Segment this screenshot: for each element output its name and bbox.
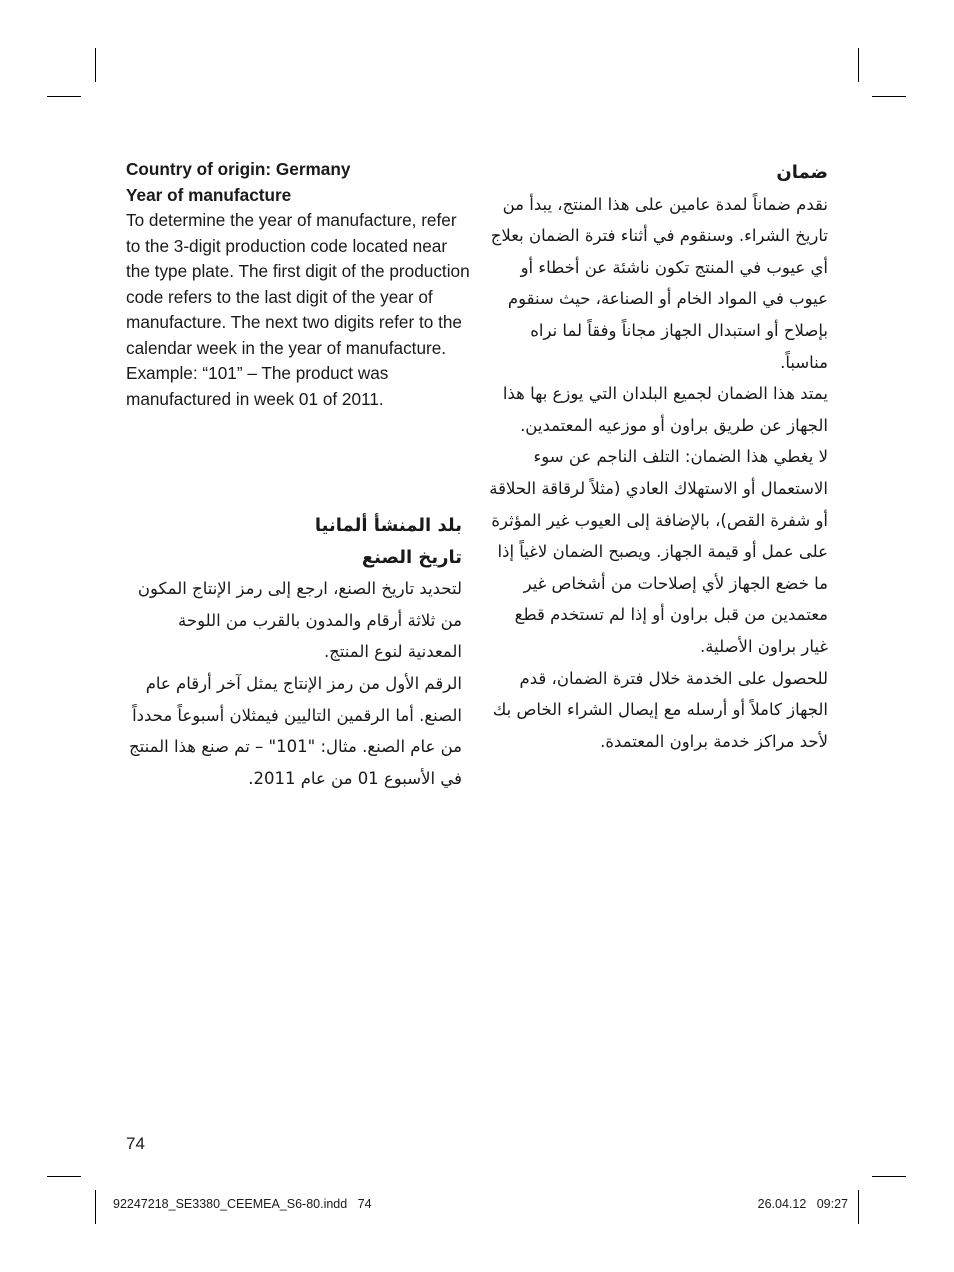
print-slug-file: 92247218_SE3380_CEEMEA_S6-80.indd 74 — [113, 1197, 372, 1211]
crop-mark-bottom-left-vertical — [95, 1190, 96, 1224]
english-origin-section — [126, 157, 471, 412]
arabic-origin-paragraph-2: الرقم الأول من رمز الإنتاج يمثل آخر أرقام عام الصنع. أما الرقمين التاليين فيمثلان أسبوعاً محدداً من عام الصنع. مثال: "101" – تم صنع هذا المنتج في الأسبوع 01 من عام 2011. — [129, 673, 462, 788]
arabic-guarantee-paragraph-3: لا يغطي هذا الضمان: التلف الناجم عن سوء الاستعمال أو الاستهلاك العادي (مثلاً لرقاقة الحلاقة أو شفرة القص)، بالإضافة إلى العيوب غير المؤثرة على عمل أو قيمة الجهاز. ويصبح الضمان لاغياً إذا ما خضع الجهاز لأي إصلاحات من أشخاص غير معتمدين من قبل براون أو إذا لم تستخدم قطع غيار براون الأصلية. — [489, 447, 828, 656]
crop-mark-bottom-right-horizontal — [872, 1176, 906, 1177]
english-year-paragraph: To determine the year of manufacture, refer to the 3-digit production code located near the type plate. The first digit of the production code refers to the last digit of the year of manufacture. The next two digits refer to the calendar week in the year of manufacture. Example: “101” – The product was manufactured in week 01 of 2011. — [126, 210, 470, 409]
arabic-guarantee-heading: ضمان — [776, 162, 828, 183]
arabic-origin-paragraph-1: لتحديد تاريخ الصنع، ارجع إلى رمز الإنتاج المكون من ثلاثة أرقام والمدون بالقرب من اللوحة المعدنية لنوع المنتج. — [137, 579, 462, 662]
crop-mark-top-right-horizontal — [872, 96, 906, 97]
crop-mark-bottom-right-vertical — [858, 1190, 859, 1224]
arabic-guarantee-paragraph-2: يمتد هذا الضمان لجميع البلدان التي يوزع بها هذا الجهاز عن طريق براون أو موزعيه المعتمدين. — [502, 384, 828, 435]
crop-mark-top-right-vertical — [858, 48, 859, 82]
arabic-guarantee-section — [488, 157, 828, 757]
arabic-guarantee-paragraph-1: نقدم ضماناً لمدة عامين على هذا المنتج، يبدأ من تاريخ الشراء. وسنقوم في أثناء فترة الضمان بعلاج أي عيوب في المنتج تكون ناشئة عن أخطاء أو عيوب في المواد الخام أو الصناعة، حيث سنقوم بإصلاح أو استبدال الجهاز مجاناً وفقاً لما نراه مناسباً. — [490, 194, 828, 372]
page-number: 74 — [126, 1134, 145, 1153]
crop-mark-top-left-vertical — [95, 48, 96, 82]
english-year-heading: Year of manufacture — [126, 184, 292, 205]
arabic-country-heading: بلد المنشأ ألمانيا — [314, 515, 462, 536]
crop-mark-bottom-left-horizontal — [47, 1176, 81, 1177]
crop-mark-top-left-horizontal — [47, 96, 81, 97]
english-country-heading: Country of origin: Germany — [126, 159, 351, 179]
print-slug-date: 26.04.12 09:27 — [757, 1197, 848, 1211]
arabic-year-heading: تاريخ الصنع — [361, 546, 462, 568]
arabic-guarantee-paragraph-4: للحصول على الخدمة خلال فترة الضمان، قدم الجهاز كاملاً أو أرسله مع إيصال الشراء الخاص بك لأحد مراكز خدمة براون المعتمدة. — [492, 668, 828, 751]
arabic-origin-section — [126, 510, 462, 794]
